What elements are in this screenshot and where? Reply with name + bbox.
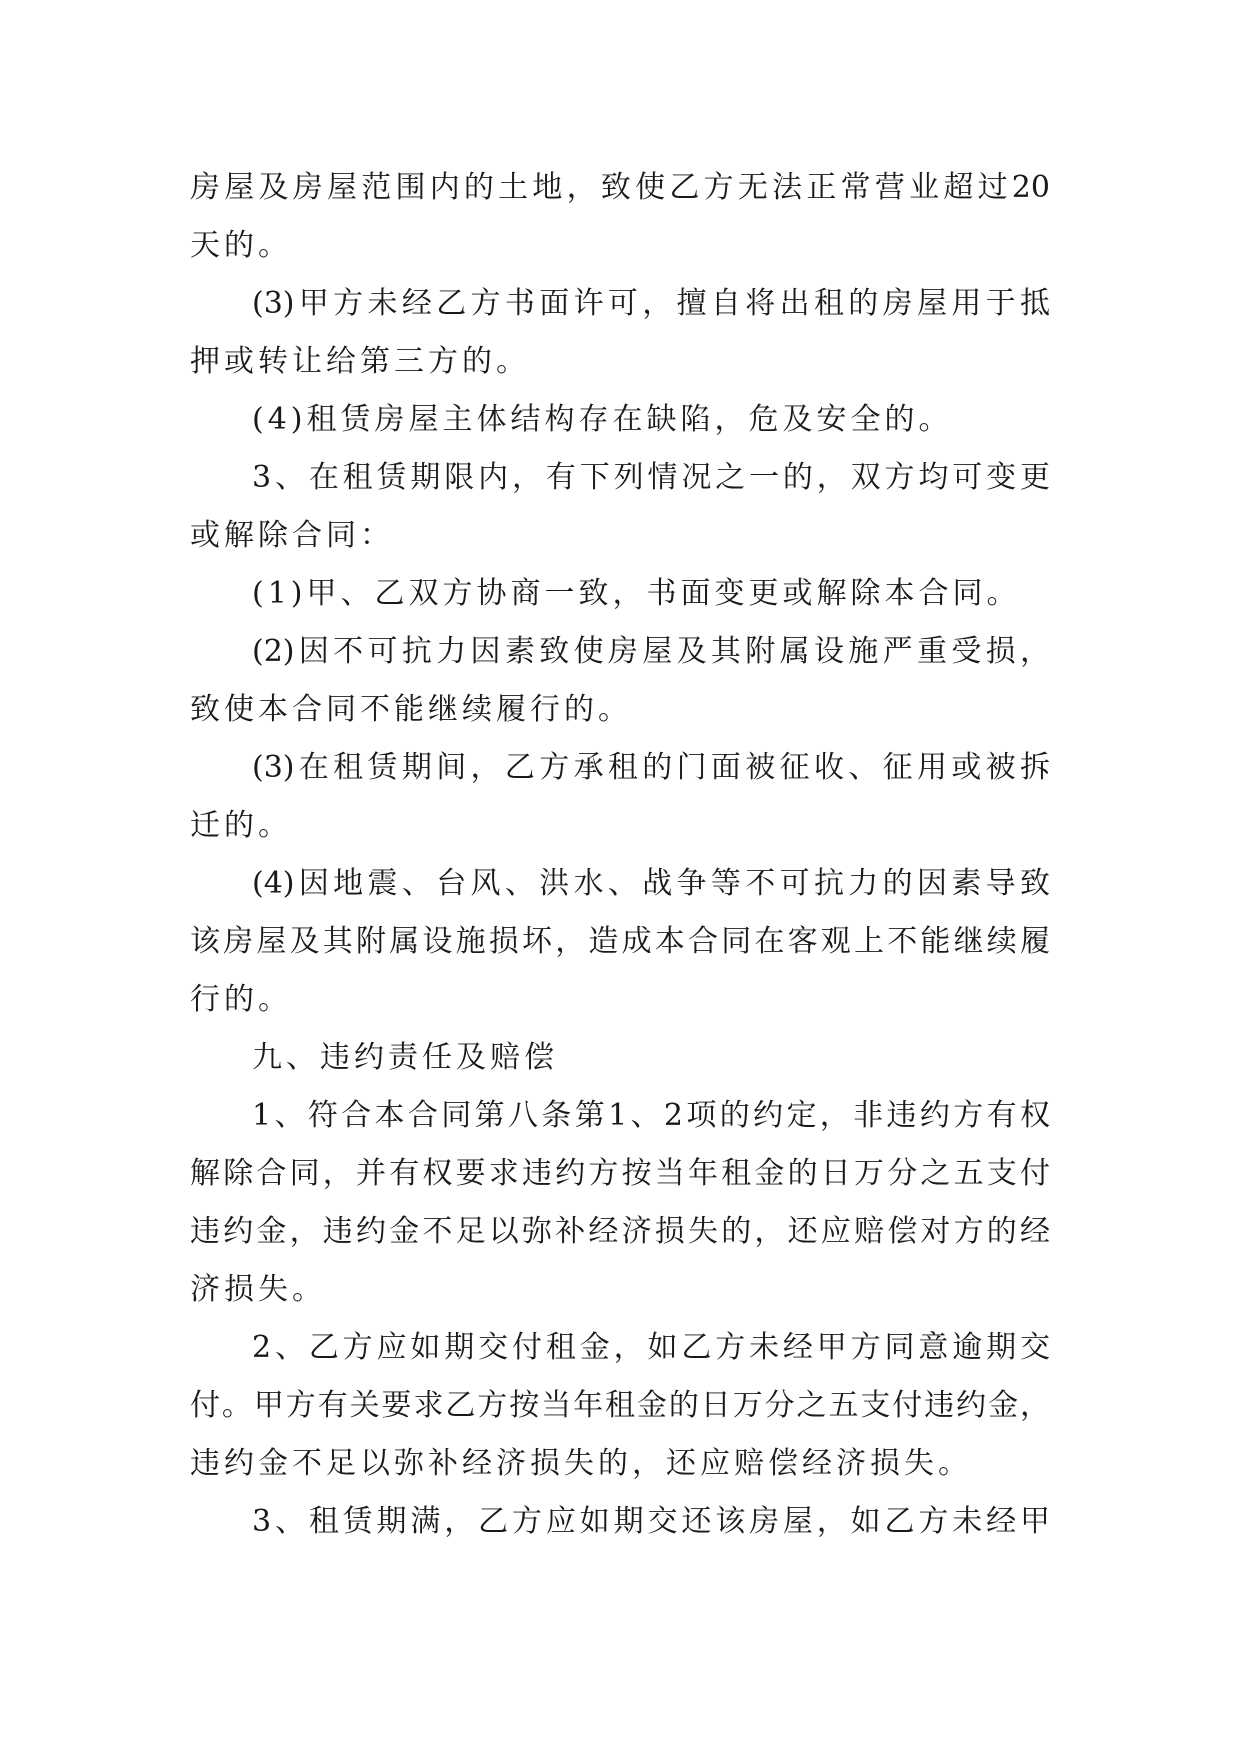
text-line: 致使本合同不能继续履行的。 (190, 692, 632, 727)
section-heading: 九、违约责任及赔偿 (252, 1040, 558, 1075)
text-line: 1、符合本合同第八条第1、2项的约定，非违约方有权 (252, 1098, 1050, 1133)
text-line: 天的。 (190, 228, 292, 263)
text-line: 济损失。 (190, 1272, 326, 1307)
text-line: (3)甲方未经乙方书面许可，擅自将出租的房屋用于抵 (252, 286, 1050, 321)
text-line: 房屋及房屋范围内的土地，致使乙方无法正常营业超过20 (190, 170, 1050, 205)
text-line: 2、乙方应如期交付租金，如乙方未经甲方同意逾期交 (252, 1330, 1050, 1365)
text-line: 或解除合同： (190, 518, 394, 553)
text-line: 3、在租赁期限内，有下列情况之一的，双方均可变更 (252, 460, 1050, 495)
text-line: (3)在租赁期间，乙方承租的门面被征收、征用或被拆 (252, 750, 1050, 785)
text-line: 付。甲方有关要求乙方按当年租金的日万分之五支付违约金， (190, 1388, 1050, 1423)
text-line: (2)因不可抗力因素致使房屋及其附属设施严重受损， (252, 634, 1050, 669)
text-line: 3、租赁期满，乙方应如期交还该房屋，如乙方未经甲 (252, 1504, 1050, 1539)
text-line: (4)因地震、台风、洪水、战争等不可抗力的因素导致 (252, 866, 1050, 901)
text-line: 行的。 (190, 982, 292, 1017)
text-line: 违约金不足以弥补经济损失的，还应赔偿经济损失。 (190, 1446, 972, 1481)
text-line: 违约金，违约金不足以弥补经济损失的，还应赔偿对方的经 (190, 1214, 1050, 1249)
text-line: 解除合同，并有权要求违约方按当年租金的日万分之五支付 (190, 1156, 1050, 1191)
text-line: 押或转让给第三方的。 (190, 344, 530, 379)
text-line: (4)租赁房屋主体结构存在缺陷，危及安全的。 (252, 402, 953, 437)
text-line: 迁的。 (190, 808, 292, 843)
text-line: 该房屋及其附属设施损坏，造成本合同在客观上不能继续履 (190, 924, 1050, 959)
text-line: (1)甲、乙双方协商一致，书面变更或解除本合同。 (252, 576, 1021, 611)
